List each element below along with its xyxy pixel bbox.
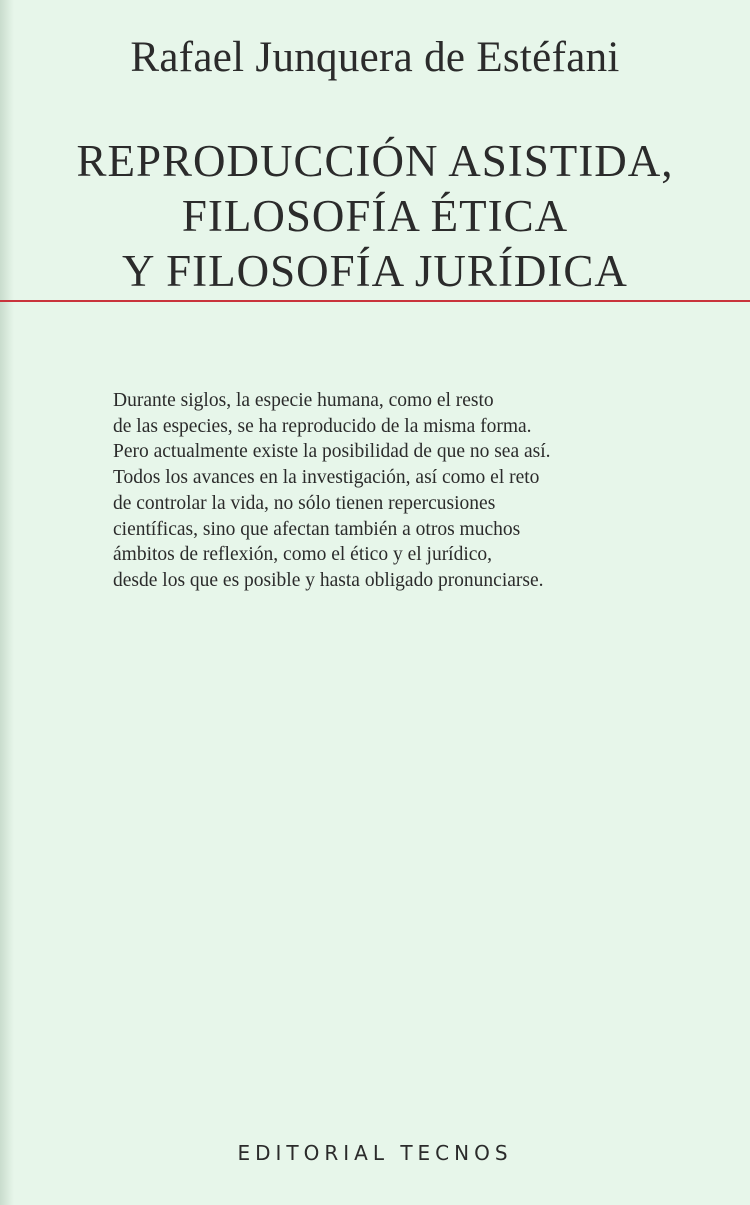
title-line-1: REPRODUCCIÓN ASISTIDA, <box>76 136 674 186</box>
blurb-line: de controlar la vida, no sólo tienen repercusiones <box>113 492 496 514</box>
title-line-2: FILOSOFÍA ÉTICA <box>181 191 569 241</box>
blurb-line: Todos los avances en la investigación, así como el reto <box>113 467 540 489</box>
blurb-line: de las especies, se ha reproducido de la misma forma. <box>113 415 532 437</box>
book-title <box>0 134 750 299</box>
blurb-text <box>113 388 653 594</box>
title-line-3: Y FILOSOFÍA JURÍDICA <box>122 246 628 296</box>
title-divider <box>0 300 750 302</box>
author-name: Rafael Junquera de Estéfani <box>130 34 620 81</box>
blurb-line: Pero actualmente existe la posibilidad de que no sea así. <box>113 441 551 463</box>
blurb-line: desde los que es posible y hasta obligado pronunciarse. <box>113 569 544 591</box>
blurb-line: científicas, sino que afectan también a otros muchos <box>113 518 521 540</box>
blurb-line: ámbitos de reflexión, como el ético y el jurídico, <box>113 544 493 566</box>
blurb-line: Durante siglos, la especie humana, como el resto <box>113 390 494 411</box>
publisher-name: EDITORIAL TECNOS <box>237 1141 513 1165</box>
